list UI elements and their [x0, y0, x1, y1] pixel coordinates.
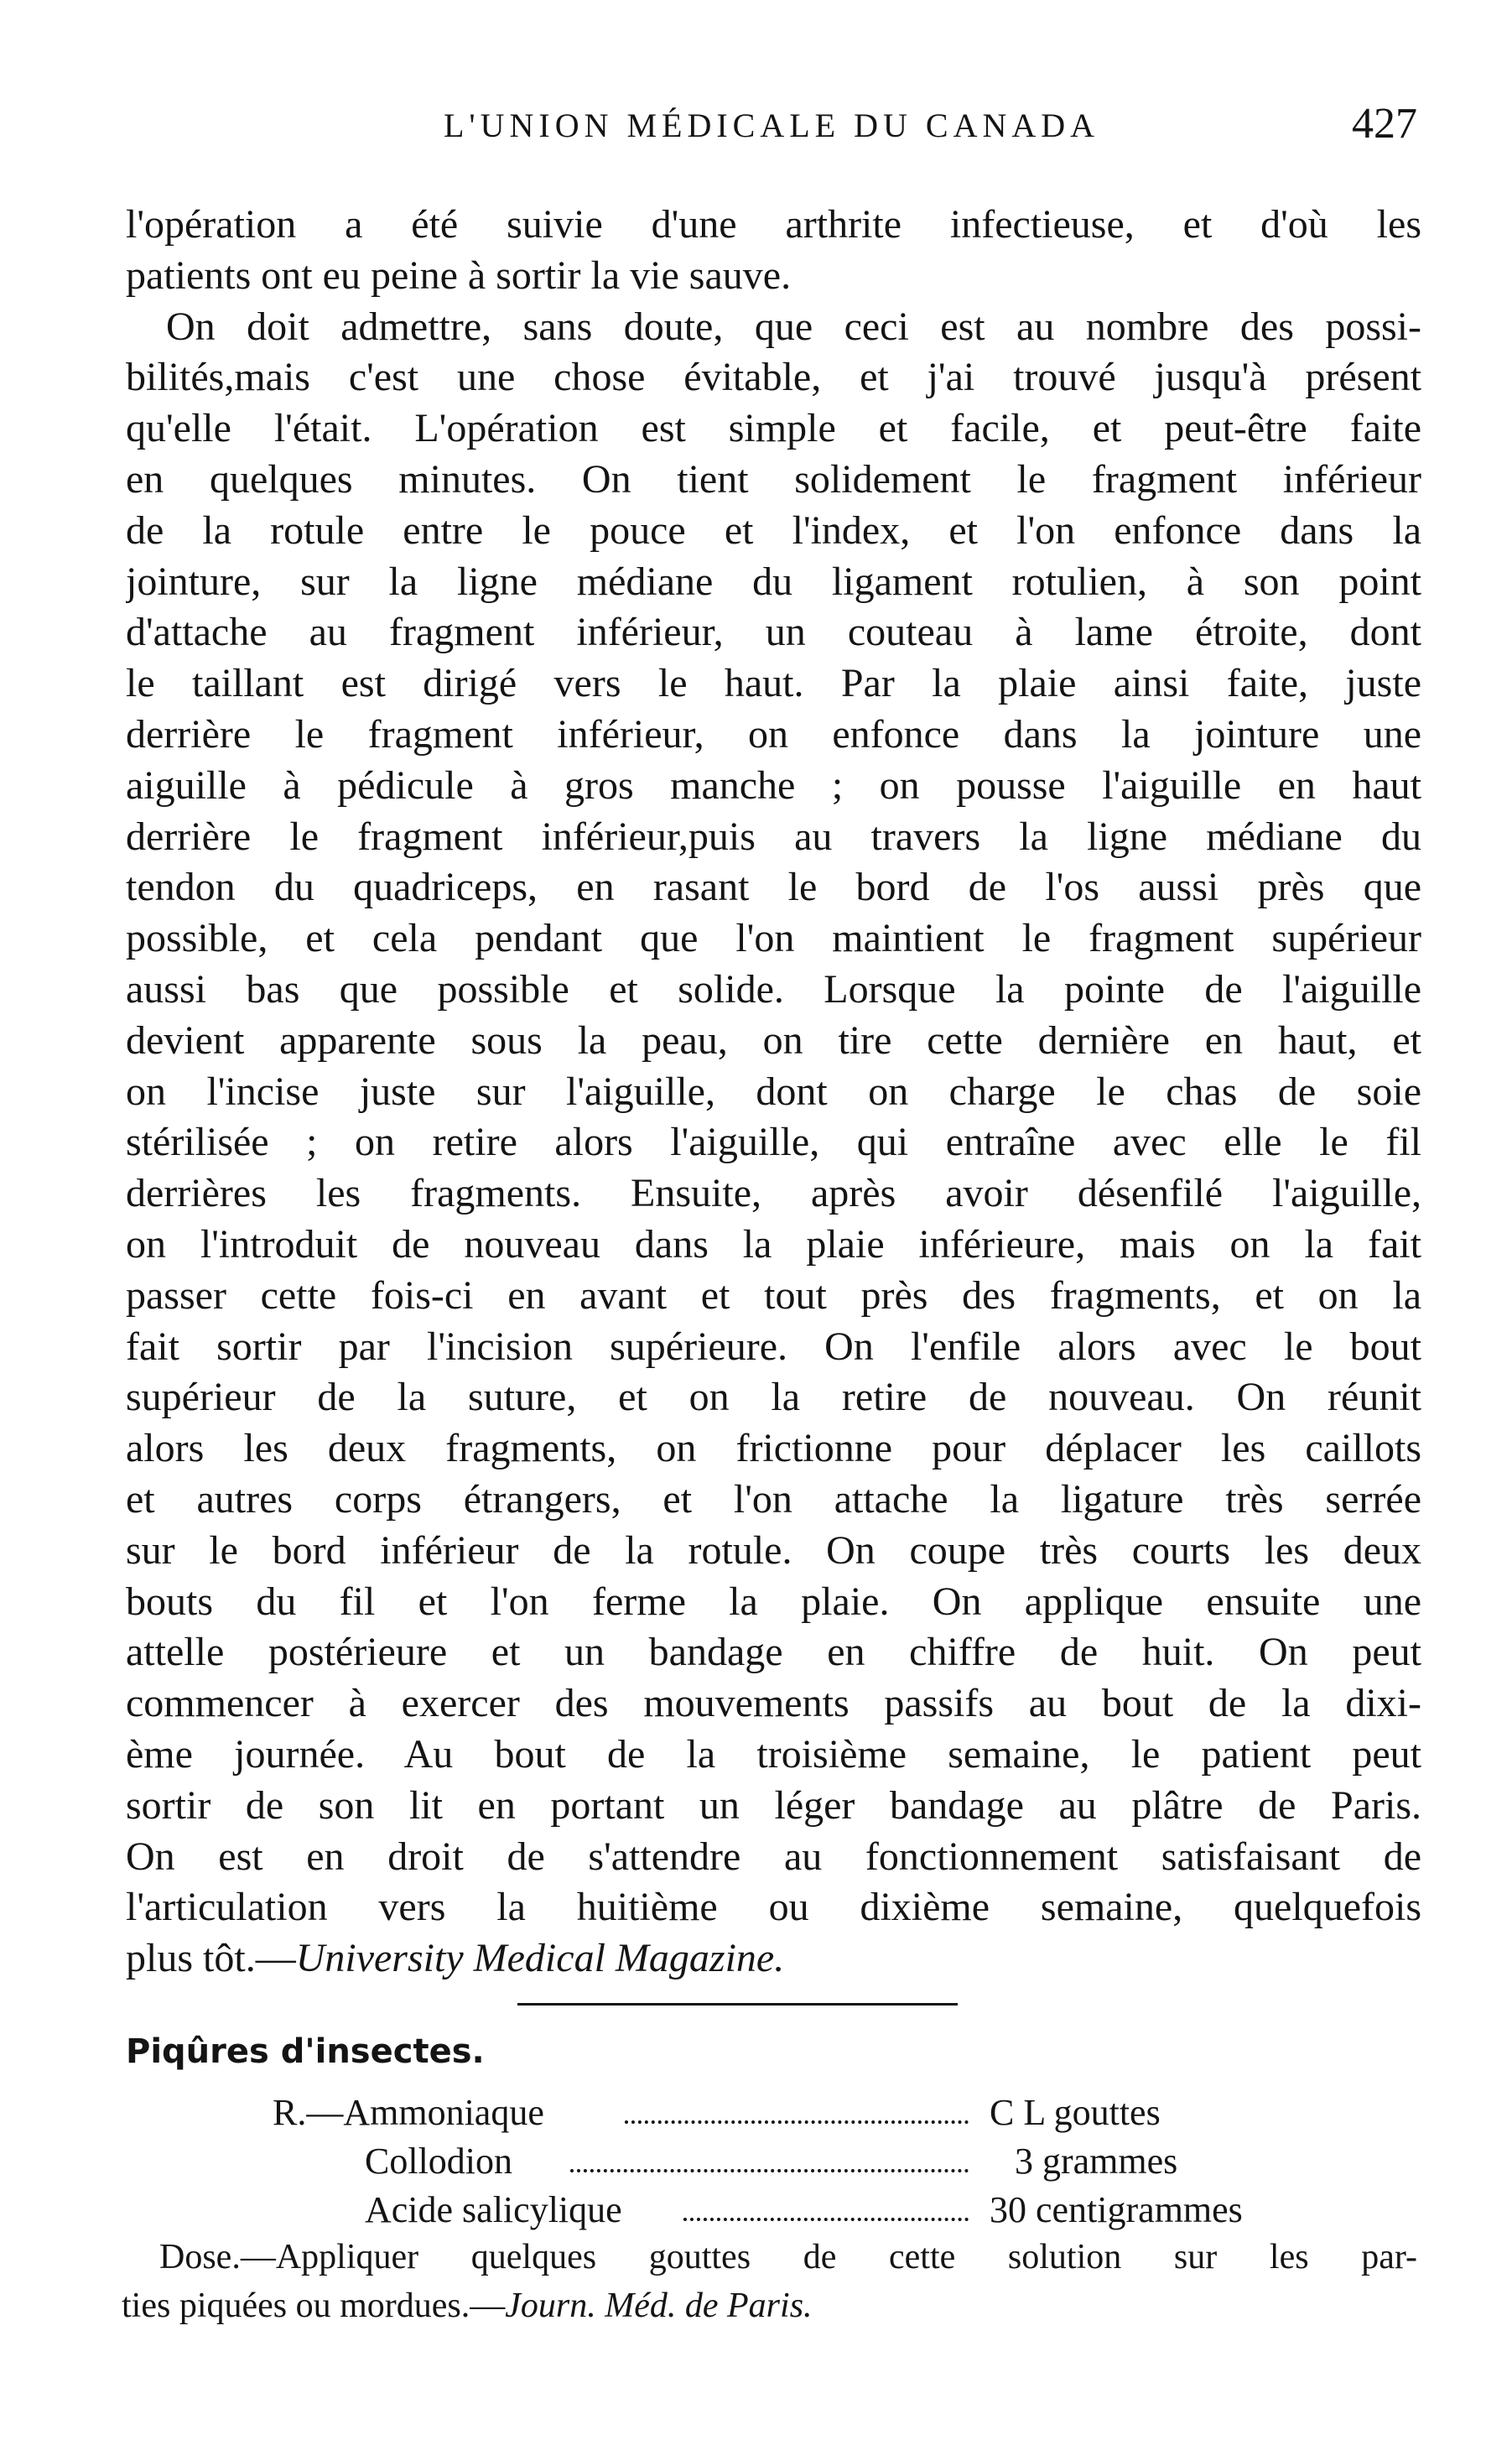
- text-line: et autres corps étrangers, et l'on attache la ligature très serrée: [126, 1476, 1421, 1522]
- text-line: en quelques minutes. On tient solidement le fragment inférieur: [126, 456, 1421, 502]
- ingredient-name: Acide salicylique: [365, 2189, 622, 2230]
- text-line: possible, et cela pendant que l'on maintient le fragment supérieur: [126, 916, 1421, 961]
- text-line: bilités,mais c'est une chose évitable, et j'ai trouvé jusqu'à présent: [126, 355, 1421, 400]
- dot-leader: [625, 2089, 969, 2124]
- page-header: [126, 99, 1417, 158]
- text-line: commencer à exercer des mouvements passifs au bout de la dixi-: [126, 1681, 1421, 1726]
- dose-line: Dose.—Appliquer quelques gouttes de cette solution sur les par-: [159, 2238, 1417, 2276]
- article-body: [126, 200, 1421, 1985]
- closing-text: plus tôt.—: [126, 1936, 296, 1981]
- text-line: le taillant est dirigé vers le haut. Par la plaie ainsi faite, juste: [126, 661, 1421, 706]
- text-line: sur le bord inférieur de la rotule. On coupe très courts les deux: [126, 1527, 1421, 1573]
- text-line: patients ont eu peine à sortir la vie sauve.: [126, 252, 792, 298]
- text-line: supérieur de la suture, et on la retire de nouveau. On réunit: [126, 1375, 1421, 1420]
- text-line: On doit admettre, sans doute, que ceci est au nombre des possi-: [166, 304, 1421, 349]
- text-line: on l'incise juste sur l'aiguille, dont on charge le chas de soie: [126, 1069, 1421, 1114]
- text-line: tendon du quadriceps, en rasant le bord de l'os aussi près que: [126, 865, 1421, 910]
- ingredient-name: Collodion: [365, 2141, 513, 2182]
- ingredient-dose: 30 centigrammes: [990, 2189, 1243, 2230]
- text-line: devient apparente sous la peau, on tire cette dernière en haut, et: [126, 1017, 1421, 1063]
- running-head: L'UNION MÉDICALE DU CANADA: [443, 107, 1100, 144]
- text-line: passer cette fois-ci en avant et tout près des fragments, et on la: [126, 1272, 1421, 1318]
- text-line: derrières les fragments. Ensuite, après avoir désenfilé l'aiguille,: [126, 1171, 1421, 1216]
- prescription-row: [126, 2186, 1426, 2234]
- dot-leader: [570, 2137, 969, 2172]
- prescription-row: [126, 2137, 1426, 2186]
- section-divider: [517, 2003, 958, 2006]
- text-line: l'articulation vers la huitième ou dixième semaine, quelquefois: [126, 1885, 1421, 1930]
- dot-leader: [683, 2186, 969, 2221]
- text-line: ème journée. Au bout de la troisième semaine, le patient peut: [126, 1731, 1421, 1777]
- text-line: aiguille à pédicule à gros manche ; on pousse l'aiguille en haut: [126, 762, 1421, 808]
- ingredient-dose: 3 grammes: [1015, 2141, 1178, 2182]
- text-line: bouts du fil et l'on ferme la plaie. On applique ensuite une: [126, 1579, 1421, 1624]
- text-line: derrière le fragment inférieur,puis au travers la ligne médiane du: [126, 814, 1421, 859]
- page-number: 427: [1352, 100, 1417, 148]
- text-line: l'opération a été suivie d'une arthrite infectieuse, et d'où les: [126, 202, 1421, 247]
- text-line: on l'introduit de nouveau dans la plaie inférieure, mais on la fait: [126, 1221, 1421, 1267]
- text-line: On est en droit de s'attendre au fonctionnement satisfaisant de: [126, 1834, 1421, 1879]
- text-line: jointure, sur la ligne médiane du ligament rotulien, à son point: [126, 559, 1421, 604]
- dose-instructions: [122, 2233, 1417, 2330]
- closing-line: [126, 1933, 1421, 1985]
- text-line: d'attache au fragment inférieur, un couteau à lame étroite, dont: [126, 610, 1421, 655]
- section-title: Piqûres d'insectes.: [126, 2032, 485, 2071]
- dose-line: [122, 2281, 1417, 2330]
- prescription: [126, 2089, 1426, 2234]
- text-line: derrière le fragment inférieur, on enfonce dans la jointure une: [126, 711, 1421, 757]
- text-line: aussi bas que possible et solide. Lorsque la pointe de l'aiguille: [126, 966, 1421, 1012]
- text-line: sortir de son lit en portant un léger bandage au plâtre de Paris.: [126, 1782, 1421, 1828]
- dose-text: ties piquées ou mordues.—: [122, 2287, 506, 2325]
- text-line: fait sortir par l'incision supérieure. On l'enfile alors avec le bout: [126, 1324, 1421, 1369]
- dose-source-citation: Journ. Méd. de Paris.: [505, 2287, 813, 2325]
- text-line: qu'elle l'était. L'opération est simple et facile, et peut-être faite: [126, 406, 1421, 451]
- text-line: stérilisée ; on retire alors l'aiguille, qui entraîne avec elle le fil: [126, 1120, 1421, 1165]
- prescription-row: [126, 2089, 1426, 2137]
- text-line: de la rotule entre le pouce et l'index, et l'on enfonce dans la: [126, 507, 1421, 553]
- source-citation: University Medical Magazine.: [295, 1936, 785, 1981]
- text-line: attelle postérieure et un bandage en chiffre de huit. On peut: [126, 1630, 1421, 1675]
- ingredient-name: R.—Ammoniaque: [273, 2092, 544, 2133]
- text-line: alors les deux fragments, on frictionne pour déplacer les caillots: [126, 1426, 1421, 1471]
- ingredient-dose: C L gouttes: [990, 2092, 1161, 2133]
